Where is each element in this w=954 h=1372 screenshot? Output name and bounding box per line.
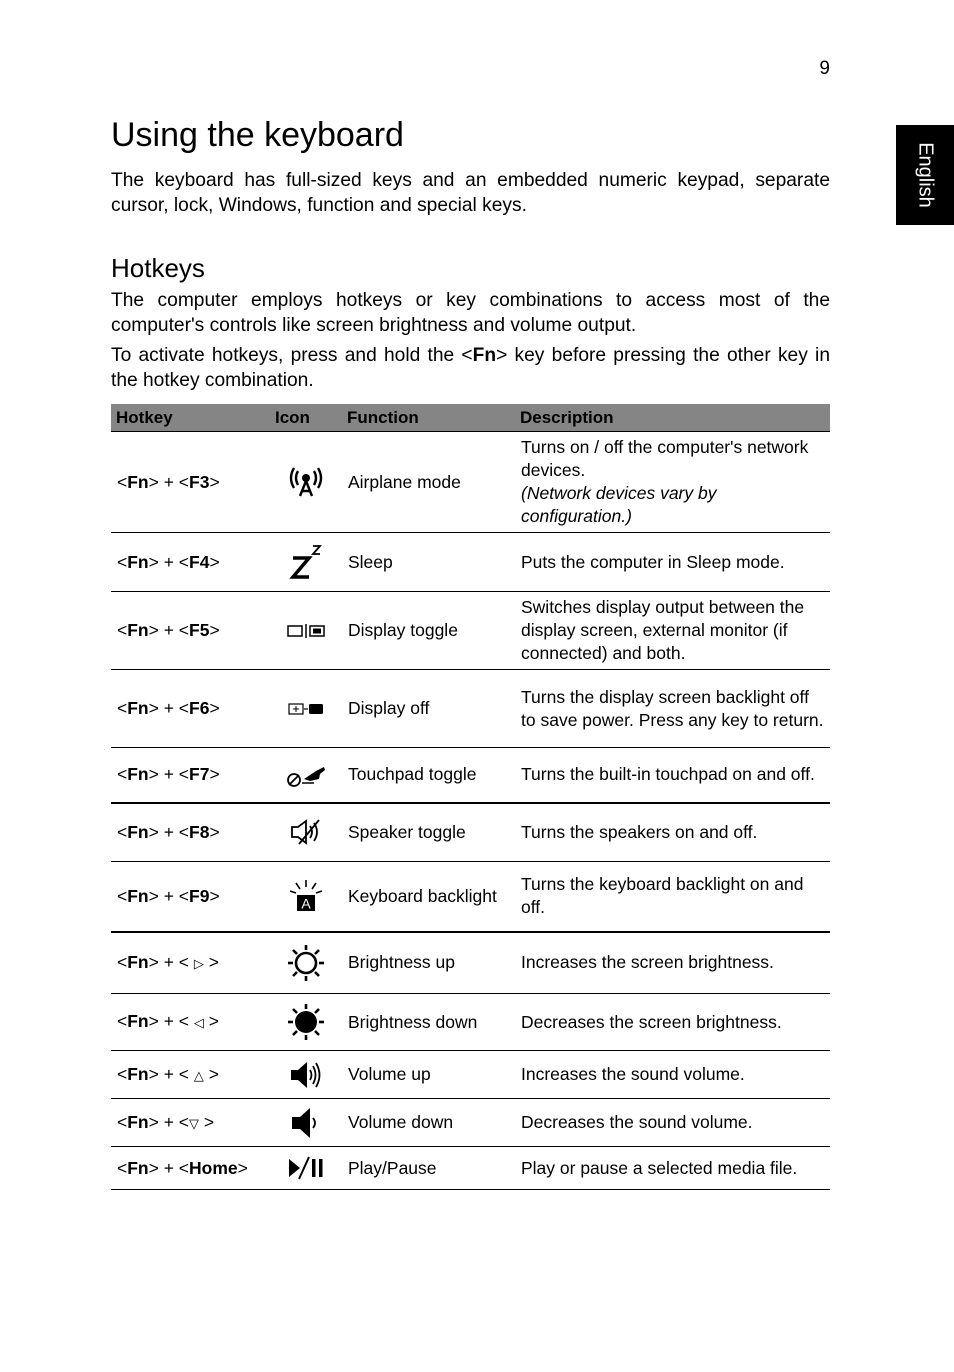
p2-key: Fn (472, 345, 497, 366)
description-text: Turns the built-in touchpad on and off. (521, 764, 815, 785)
brightness-up-icon (287, 944, 325, 982)
table-row (111, 803, 830, 862)
description-text: Turns the keyboard backlight on and off. (521, 874, 804, 918)
keyboard-backlight-icon (288, 879, 324, 913)
header-function: Function (342, 404, 515, 432)
hotkey-cell: <Fn> + <F4> (111, 533, 270, 592)
icon-cell (270, 670, 342, 748)
table-row (111, 748, 830, 803)
fn-key: Fn (127, 821, 149, 842)
fn-key: Fn (127, 764, 149, 785)
icon-cell (270, 1099, 342, 1147)
description-text: Puts the computer in Sleep mode. (521, 551, 785, 572)
icon-cell (270, 533, 342, 592)
function-cell: Display toggle (342, 592, 515, 670)
icon-cell (270, 432, 342, 533)
table-row (111, 670, 830, 748)
fn-key: Fn (127, 1157, 149, 1178)
function-cell: Keyboard backlight (342, 862, 515, 932)
description-cell (515, 432, 830, 533)
description-cell (515, 1099, 830, 1147)
icon-cell (270, 592, 342, 670)
hotkey-cell: <Fn> + <F7> (111, 748, 270, 803)
arrow-key-symbol: ◁ (193, 1015, 204, 1030)
hotkey-key: F4 (189, 551, 210, 572)
description-text: Switches display output between the display screen, external monitor (if connected) and both. (521, 597, 805, 663)
table-row (111, 994, 830, 1051)
p2-after: > key before pressing the other key in the hotkey combination. (111, 345, 830, 391)
display-toggle-icon (287, 623, 325, 639)
hotkey-cell: <Fn> + <▽ > (111, 1099, 270, 1147)
description-cell (515, 1147, 830, 1190)
hotkey-key: F6 (189, 698, 210, 718)
table-row (111, 592, 830, 670)
description-text: Turns the speakers on and off. (521, 821, 758, 842)
brightness-down-icon (287, 1003, 325, 1041)
description-cell (515, 592, 830, 670)
icon-cell (270, 932, 342, 994)
function-cell: Sleep (342, 533, 515, 592)
fn-key: Fn (127, 885, 149, 906)
table-row (111, 533, 830, 592)
hotkey-key: F3 (189, 471, 210, 492)
section-heading: Hotkeys (111, 253, 205, 283)
function-cell: Volume down (342, 1099, 515, 1147)
table-row (111, 1147, 830, 1190)
fn-key: Fn (127, 1111, 149, 1132)
description-text: Decreases the screen brightness. (521, 1011, 782, 1032)
description-cell (515, 670, 830, 748)
language-tab-label: English (914, 142, 937, 208)
description-cell (515, 862, 830, 932)
fn-key: Fn (127, 1063, 149, 1084)
table-row (111, 932, 830, 994)
hotkey-cell: <Fn> + <F3> (111, 432, 270, 533)
icon-cell (270, 803, 342, 862)
function-cell: Display off (342, 670, 515, 748)
touchpad-toggle-icon (286, 762, 326, 788)
intro-paragraph: The keyboard has full-sized keys and an embedded numeric keypad, separate cursor, lock, Windows, function and special keys. (111, 170, 830, 216)
description-text: Increases the sound volume. (521, 1064, 745, 1084)
hotkeys-paragraph-1: The computer employs hotkeys or key combinations to access most of the computer's controls like screen brightness and volume output. (111, 290, 830, 336)
description-text: Decreases the sound volume. (521, 1112, 753, 1132)
hotkey-cell: <Fn> + < ◁ > (111, 994, 270, 1051)
fn-key: Fn (127, 951, 149, 972)
arrow-key-symbol: ▽ (189, 1115, 200, 1131)
hotkey-key: F9 (189, 885, 210, 906)
function-cell: Speaker toggle (342, 803, 515, 862)
hotkey-cell: <Fn> + < △ > (111, 1051, 270, 1099)
function-cell: Play/Pause (342, 1147, 515, 1190)
table-row (111, 862, 830, 932)
arrow-key-symbol: ▷ (193, 955, 204, 971)
icon-cell (270, 862, 342, 932)
page-number: 9 (819, 58, 830, 79)
description-cell (515, 748, 830, 803)
header-description: Description (515, 404, 830, 432)
hotkey-cell: <Fn> + < ▷ > (111, 932, 270, 994)
header-icon: Icon (270, 404, 342, 432)
fn-key: Fn (127, 471, 149, 492)
hotkey-cell: <Fn> + <F5> (111, 592, 270, 670)
table-row (111, 1099, 830, 1147)
function-cell: Airplane mode (342, 432, 515, 533)
description-text: Turns on / off the computer's network devices. (521, 437, 809, 480)
table-row (111, 1051, 830, 1099)
description-cell (515, 803, 830, 862)
play-pause-icon (287, 1156, 325, 1180)
description-text: Play or pause a selected media file. (521, 1157, 798, 1178)
p2-before: To activate hotkeys, press and hold the < (111, 345, 473, 366)
description-cell (515, 994, 830, 1051)
function-cell: Touchpad toggle (342, 748, 515, 803)
volume-down-icon (290, 1106, 322, 1140)
header-hotkey: Hotkey (111, 404, 270, 432)
hotkey-key: F5 (189, 620, 210, 640)
icon-cell (270, 994, 342, 1051)
sleep-icon (289, 544, 323, 580)
description-cell (515, 932, 830, 994)
function-cell: Brightness down (342, 994, 515, 1051)
fn-key: Fn (127, 620, 149, 640)
table-header-row (111, 404, 830, 432)
language-tab (896, 125, 954, 225)
function-cell: Volume up (342, 1051, 515, 1099)
description-cell (515, 533, 830, 592)
svg-text:A: A (301, 895, 311, 912)
fn-key: Fn (127, 1011, 149, 1031)
description-text: Increases the screen brightness. (521, 952, 774, 973)
hotkeys-paragraph-2 (111, 343, 830, 393)
hotkey-key: F7 (189, 764, 210, 785)
icon-cell (270, 748, 342, 803)
hotkey-cell: <Fn> + <F8> (111, 803, 270, 862)
fn-key: Fn (127, 698, 149, 718)
table-row (111, 432, 830, 533)
page-title: Using the keyboard (111, 116, 404, 154)
description-note: (Network devices vary by configuration.) (521, 483, 717, 526)
hotkey-key: Home (189, 1157, 238, 1178)
function-cell: Brightness up (342, 932, 515, 994)
description-cell (515, 1051, 830, 1099)
volume-up-icon (289, 1060, 323, 1090)
hotkey-cell: <Fn> + <F9> (111, 862, 270, 932)
display-off-icon (288, 702, 324, 716)
hotkey-cell: <Fn> + <Home> (111, 1147, 270, 1190)
icon-cell (270, 1051, 342, 1099)
hotkeys-table (111, 404, 830, 1190)
hotkey-cell: <Fn> + <F6> (111, 670, 270, 748)
icon-cell (270, 1147, 342, 1190)
airplane-mode-icon (286, 466, 326, 498)
hotkey-key: F8 (189, 821, 210, 842)
fn-key: Fn (127, 551, 149, 572)
description-text: Turns the display screen backlight off to save power. Press any key to return. (521, 686, 824, 730)
speaker-toggle-icon (289, 818, 323, 846)
arrow-key-symbol: △ (193, 1067, 204, 1083)
